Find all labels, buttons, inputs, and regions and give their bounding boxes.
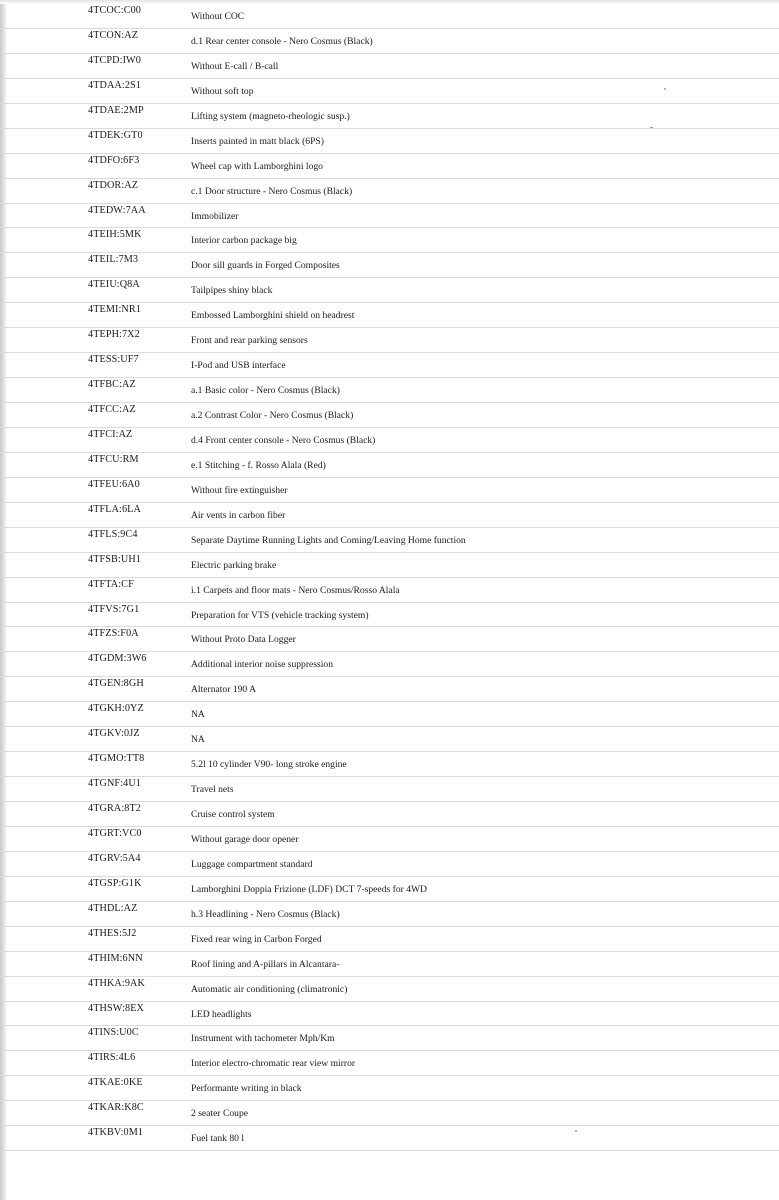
option-code: 4THIM:6NN — [88, 952, 143, 964]
table-row — [0, 204, 779, 229]
option-description: Instrument with tachometer Mph/Km — [191, 1033, 335, 1045]
option-description: Front and rear parking sensors — [191, 335, 308, 347]
option-code: 4TFCI:AZ — [88, 428, 133, 440]
option-description: Separate Daytime Running Lights and Coming/Leaving Home function — [191, 534, 466, 546]
table-row — [0, 827, 779, 852]
scan-speck — [575, 1130, 577, 1132]
table-row — [0, 303, 779, 328]
option-description: NA — [191, 709, 205, 721]
table-row — [0, 1101, 779, 1126]
table-row — [0, 952, 779, 977]
option-code-table — [0, 4, 779, 1151]
table-row — [0, 702, 779, 727]
table-row — [0, 528, 779, 553]
table-row — [0, 353, 779, 378]
option-code: 4TGKV:0JZ — [88, 728, 140, 740]
option-description: Roof lining and A-pillars in Alcantara- — [191, 958, 340, 970]
table-row — [0, 478, 779, 503]
table-row — [0, 228, 779, 253]
scan-speck — [664, 88, 666, 90]
option-description: Air vents in carbon fiber — [191, 509, 286, 521]
option-description: Lamborghini Doppia Frizione (LDF) DCT 7-speeds for 4WD — [191, 883, 427, 895]
option-description: i.1 Carpets and floor mats - Nero Cosmus/Rosso Alala — [191, 584, 400, 596]
option-description: Performante writing in black — [191, 1083, 302, 1095]
table-row — [0, 578, 779, 603]
option-code: 4TEIL:7M3 — [88, 254, 139, 266]
option-description: Preparation for VTS (vehicle tracking system) — [191, 609, 369, 621]
option-code: 4TFEU:6A0 — [88, 478, 140, 490]
option-description: Automatic air conditioning (climatronic) — [191, 983, 348, 995]
table-row — [0, 1026, 779, 1051]
option-description: 5.2l 10 cylinder V90- long stroke engine — [191, 759, 347, 771]
option-description: Without Proto Data Logger — [191, 634, 296, 646]
option-description: Without COC — [191, 11, 245, 22]
table-row — [0, 278, 779, 303]
option-description: Fuel tank 80 l — [191, 1133, 245, 1145]
option-description: Embossed Lamborghini shield on headrest — [191, 310, 355, 322]
option-description: Without garage door opener — [191, 833, 299, 845]
option-code: 4TFLA:6LA — [88, 503, 141, 515]
table-row — [0, 553, 779, 578]
option-description: Fixed rear wing in Carbon Forged — [191, 933, 322, 945]
table-row — [0, 453, 779, 478]
option-description: Immobilizer — [191, 210, 239, 222]
option-description: d.4 Front center console - Nero Cosmus (Black) — [191, 434, 376, 446]
option-code: 4TEPH:7X2 — [88, 329, 140, 341]
table-row — [0, 378, 779, 403]
option-code: 4TGRA:8T2 — [88, 803, 141, 814]
option-code: 4TFBC:AZ — [88, 379, 136, 391]
table-row — [0, 179, 779, 204]
option-description: Cruise control system — [191, 809, 275, 820]
table-row — [0, 752, 779, 777]
option-description: e.1 Stitching - f. Rosso Alala (Red) — [191, 459, 326, 471]
table-row — [0, 104, 779, 129]
option-code: 4TFCU:RM — [88, 453, 139, 465]
option-code: 4TGRT:VC0 — [88, 827, 142, 839]
option-code: 4TFZS:F0A — [88, 628, 139, 640]
option-description: Luggage compartment standard — [191, 858, 313, 870]
table-row — [0, 802, 779, 827]
table-row — [0, 627, 779, 652]
option-code: 4TGSP:G1K — [88, 877, 142, 889]
option-code: 4TFTA:CF — [88, 578, 134, 590]
option-description: a.1 Basic color - Nero Cosmus (Black) — [191, 385, 340, 397]
table-row — [0, 652, 779, 677]
option-code: 4TEDW:7AA — [88, 204, 146, 216]
table-row — [0, 852, 779, 877]
option-description: Lifting system (magneto-rheologic susp.) — [191, 110, 350, 122]
option-code: 4TCPD:IW0 — [88, 54, 141, 66]
table-row — [0, 1002, 779, 1027]
option-description: I-Pod and USB interface — [191, 360, 286, 372]
option-code: 4TFSB:UH1 — [88, 553, 141, 565]
option-code: 4THSW:8EX — [88, 1002, 144, 1014]
option-code: 4THDL:AZ — [88, 902, 138, 914]
option-code: 4TDAE:2MP — [88, 104, 144, 116]
scan-speck — [650, 127, 653, 128]
option-description: Tailpipes shiny black — [191, 285, 273, 297]
option-code: 4TGEN:8GH — [88, 678, 144, 690]
option-code: 4TDEK:GT0 — [88, 129, 143, 141]
option-code: 4THES:5J2 — [88, 927, 137, 939]
table-row — [0, 253, 779, 278]
option-code: 4TGNF:4U1 — [88, 778, 141, 790]
option-code: 4TDOR:AZ — [88, 179, 139, 191]
option-description: 2 seater Coupe — [191, 1108, 249, 1120]
option-code: 4TEMI:NR1 — [88, 304, 141, 316]
table-row — [0, 154, 779, 179]
option-code: 4TESS:UF7 — [88, 354, 139, 366]
option-description: Alternator 190 A — [191, 684, 257, 696]
option-description: c.1 Door structure - Nero Cosmus (Black) — [191, 185, 353, 197]
option-code: 4TGRV:5A4 — [88, 852, 141, 864]
option-code: 4TGMO:TT8 — [88, 753, 145, 765]
option-code: 4THKA:9AK — [88, 977, 145, 989]
option-code: 4TKAE:0KE — [88, 1077, 143, 1089]
table-row — [0, 727, 779, 752]
table-row — [0, 4, 779, 29]
table-row — [0, 1051, 779, 1076]
table-row — [0, 777, 779, 802]
table-row — [0, 877, 779, 902]
option-description: Electric parking brake — [191, 559, 277, 571]
option-code: 4TFCC:AZ — [88, 404, 136, 415]
option-code: 4TFVS:7G1 — [88, 603, 140, 615]
option-code: 4TCON:AZ — [88, 29, 139, 41]
option-description: Door sill guards in Forged Composites — [191, 260, 340, 272]
option-description: Additional interior noise suppression — [191, 659, 334, 671]
option-code: 4TINS:U0C — [88, 1027, 139, 1039]
table-row — [0, 1076, 779, 1101]
table-row — [0, 428, 779, 453]
option-description: Without E-call / B-call — [191, 60, 279, 72]
option-description: Without soft top — [191, 85, 254, 97]
option-code: 4TEIH:5MK — [88, 229, 142, 241]
table-row — [0, 902, 779, 927]
table-row — [0, 1126, 779, 1151]
table-row — [0, 977, 779, 1002]
option-code: 4TKBV:0M1 — [88, 1127, 144, 1139]
table-row — [0, 29, 779, 54]
option-code: 4TKAR:K8C — [88, 1102, 144, 1114]
table-row — [0, 503, 779, 528]
option-code: 4TIRS:4L6 — [88, 1052, 136, 1064]
option-description: Wheel cap with Lamborghini logo — [191, 160, 323, 172]
option-description: d.1 Rear center console - Nero Cosmus (Black) — [191, 35, 373, 47]
option-description: Inserts painted in matt black (6PS) — [191, 135, 324, 147]
table-row — [0, 403, 779, 428]
table-row — [0, 927, 779, 952]
option-code: 4TCOC:C00 — [88, 5, 141, 16]
option-code: 4TGDM:3W6 — [88, 653, 147, 665]
option-description: Travel nets — [191, 784, 234, 796]
table-row — [0, 677, 779, 702]
option-code: 4TDAA:2S1 — [88, 79, 141, 91]
option-description: Interior carbon package big — [191, 235, 297, 247]
table-row — [0, 54, 779, 79]
table-row — [0, 603, 779, 628]
option-description: Interior electro-chromatic rear view mirror — [191, 1058, 356, 1070]
table-row — [0, 79, 779, 104]
option-description: NA — [191, 734, 205, 746]
option-description: Without fire extinguisher — [191, 484, 288, 496]
table-row — [0, 129, 779, 154]
option-code: 4TDFO:6F3 — [88, 154, 140, 166]
table-row — [0, 328, 779, 353]
option-description: a.2 Contrast Color - Nero Cosmus (Black) — [191, 410, 354, 421]
option-code: 4TEIU:Q8A — [88, 279, 140, 291]
option-description: LED headlights — [191, 1008, 252, 1020]
option-code: 4TGKH:0YZ — [88, 703, 144, 715]
option-description: h.3 Headlining - Nero Cosmus (Black) — [191, 908, 340, 920]
option-code: 4TFLS:9C4 — [88, 528, 138, 540]
